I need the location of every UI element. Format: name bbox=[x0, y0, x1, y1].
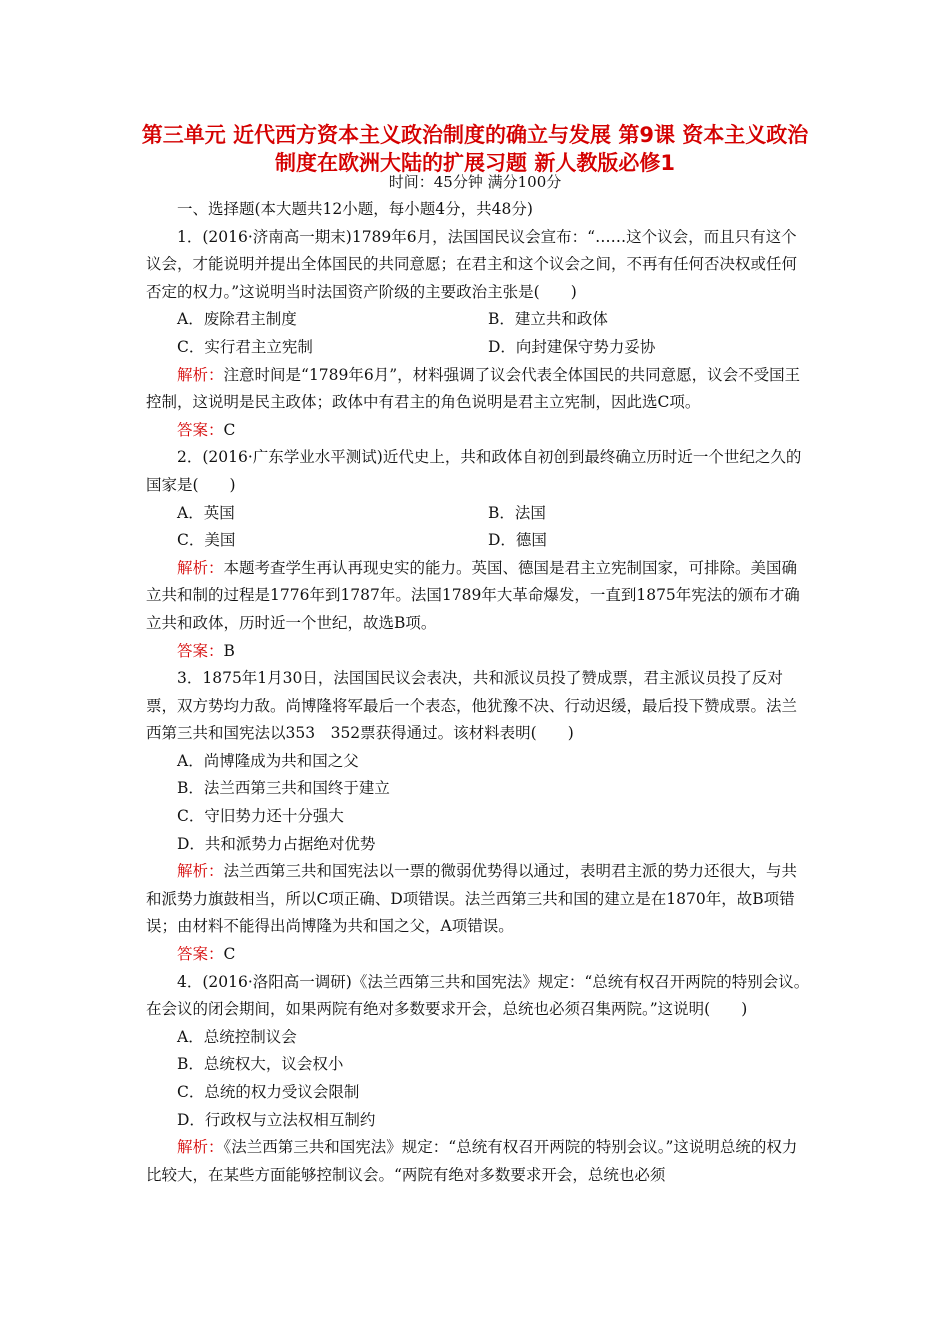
question-3-option-c: C．守旧势力还十分强大 bbox=[177, 807, 344, 826]
analysis-label: 解析： bbox=[177, 558, 224, 577]
answer-label: 答案： bbox=[177, 945, 224, 964]
analysis-text: 本题考查学生再认再现史实的能力。英国、德国是君主立宪制国家，可排除。美国确立共和制的过程是1776年到1787年。法国1789年大革命爆发，一直到1875年宪法的颁布才确立共和政体，历时近一个世纪，故选B项。 bbox=[146, 558, 800, 632]
question-4-stem: 4．(2016·洛阳高一调研)《法兰西第三共和国宪法》规定：“总统有权召开两院的特别会议。在会议的闭会期间，如果两院有绝对多数要求开会，总统也必须召集两院。”这说明( ) bbox=[146, 972, 810, 1019]
answer-label: 答案： bbox=[177, 420, 224, 439]
analysis-text: 《法兰西第三共和国宪法》规定：“总统有权召开两院的特别会议。”这说明总统的权力比较大，在某些方面能够控制议会。“两院有绝对多数要求开会，总统也必须 bbox=[146, 1138, 798, 1184]
question-2-analysis bbox=[146, 555, 810, 638]
question-1-stem: 1．(2016·济南高一期末)1789年6月，法国国民议会宣布：“……这个议会，而且只有这个议会，才能说明并提出全体国民的共同意愿；在君主和这个议会之间，不再有任何否决权或任何否定的权力。”这说明当时法国资产阶级的主要政治主张是( ) bbox=[146, 227, 798, 301]
question-2-option-c: C．美国 bbox=[177, 531, 236, 550]
question-3-option-b: B．法兰西第三共和国终于建立 bbox=[177, 779, 390, 798]
question-4-analysis bbox=[146, 1134, 810, 1189]
question-2-stem: 2．(2016·广东学业水平测试)近代史上，共和政体自初创到最终确立历时近一个世纪之久的国家是( ) bbox=[146, 448, 802, 494]
section-heading: 一、选择题(本大题共12小题，每小题4分，共48分) bbox=[177, 200, 533, 218]
answer-value: B bbox=[223, 641, 235, 660]
question-4-option-b: B．总统权大，议会权小 bbox=[177, 1055, 344, 1074]
question-2-options-row-1 bbox=[146, 500, 810, 528]
analysis-label: 解析： bbox=[177, 1138, 224, 1157]
analysis-text: 法兰西第三共和国宪法以一票的微弱优势得以通过，表明君主派的势力还很大，与共和派势力旗鼓相当，所以C项正确、D项错误。法兰西第三共和国的建立是在1870年，故B项错误；由材料不能得出尚博隆为共和国之父，A项错误。 bbox=[146, 862, 798, 936]
question-3-answer bbox=[146, 941, 810, 969]
answer-value: C bbox=[223, 945, 236, 964]
question-1-answer bbox=[146, 417, 810, 445]
question-3-option-a: A．尚博隆成为共和国之父 bbox=[177, 751, 359, 770]
question-4-option-a: A．总统控制议会 bbox=[177, 1027, 297, 1046]
question-1-options-row-1 bbox=[146, 306, 810, 334]
answer-value: C bbox=[223, 420, 236, 439]
question-1-option-c: C．实行君主立宪制 bbox=[177, 337, 313, 356]
question-3-analysis bbox=[146, 858, 810, 941]
question-1-analysis bbox=[146, 362, 810, 417]
document-title: 第三单元 近代西方资本主义政治制度的确立与发展 第9课 资本主义政治制度在欧洲大陆的扩展习题 新人教版必修1 bbox=[141, 123, 809, 175]
exam-meta: 时间：45分钟 满分100分 bbox=[388, 173, 562, 191]
question-1-option-a: A．废除君主制度 bbox=[177, 310, 297, 329]
answer-label: 答案： bbox=[177, 641, 224, 660]
question-1-options-row-2 bbox=[146, 334, 810, 362]
analysis-text: 注意时间是“1789年6月”，材料强调了议会代表全体国民的共同意愿，议会不受国王控制，这说明是民主政体；政体中有君主的角色说明是君主立宪制，因此选C项。 bbox=[146, 365, 801, 412]
question-4-option-c: C．总统的权力受议会限制 bbox=[177, 1083, 360, 1101]
question-3-stem: 3．1875年1月30日，法国国民议会表决，共和派议员投了赞成票，君主派议员投了反对票，双方势均力敌。尚博隆将军最后一个表态，他犹豫不决、行动迟缓，最后投下赞成票。法兰西第三共和国宪法以353 352票获得通过。该材料表明( ) bbox=[146, 669, 798, 743]
document-body bbox=[146, 196, 810, 1189]
question-1-option-d: D．向封建保守势力妥协 bbox=[488, 337, 656, 356]
question-4-option-d: D．行政权与立法权相互制约 bbox=[177, 1110, 376, 1129]
question-2-answer bbox=[146, 638, 810, 666]
analysis-label: 解析： bbox=[177, 862, 224, 881]
analysis-label: 解析： bbox=[177, 365, 224, 384]
question-2-option-d: D．德国 bbox=[488, 531, 547, 550]
question-2-option-a: A．英国 bbox=[177, 503, 235, 522]
question-3-option-d: D．共和派势力占据绝对优势 bbox=[177, 834, 376, 853]
question-2-option-b: B．法国 bbox=[488, 503, 546, 522]
question-2-options-row-2 bbox=[146, 527, 810, 555]
question-1-option-b: B．建立共和政体 bbox=[488, 310, 608, 329]
